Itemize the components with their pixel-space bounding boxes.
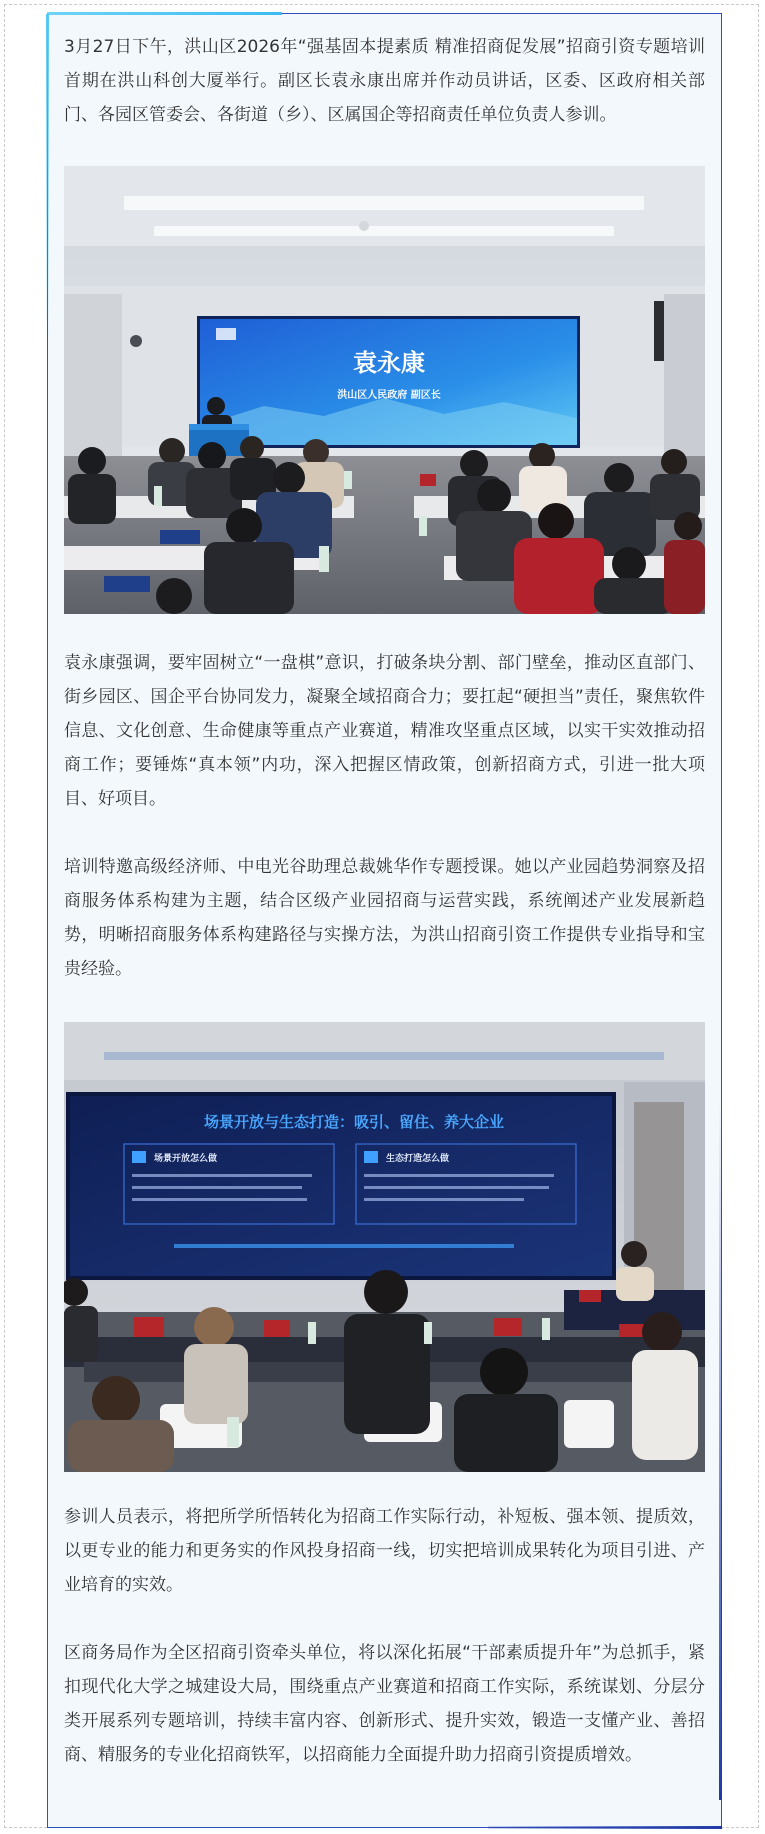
slide-box-left-title: 场景开放怎么做 [154, 1154, 218, 1164]
paragraph-intro: 3月27日下午，洪山区2026年“强基固本提素质 精准招商促发展”招商引资专题培训首期在洪山科创大厦举行。副区长袁永康出席并作动员讲话，区委、区政府相关部门、各园区管委会、各街道（乡）、区属国企等招商责任单位负责人参训。 [64, 37, 705, 125]
frame-accent-top [47, 12, 282, 15]
paragraph-feedback: 参训人员表示，将把所学所悟转化为招商工作实际行动，补短板、强本领、提质效，以更专业的能力和更务实的作风投身招商一线，切实把培训成果转化为项目引进、产业培育的实效。 [64, 1507, 705, 1595]
photo-lecture [64, 1022, 705, 1472]
paragraph-bureau: 区商务局作为全区招商引资牵头单位，将以深化拓展“干部素质提升年”为总抓手，紧扣现代化大学之城建设大局，围绕重点产业赛道和招商工作实际，系统谋划、分层分类开展系列专题培训，持续丰富内容、创新形式、提升实效，锻造一支懂产业、善招商、精服务的专业化招商铁军，以招商能力全面提升助力招商引资提质增效。 [64, 1643, 705, 1765]
paragraph-lecture: 培训特邀高级经济师、中电光谷助理总裁姚华作专题授课。她以产业园趋势洞察及招商服务体系构建为主题，结合区级产业园招商与运营实践，系统阐述产业发展新趋势，明晰招商服务体系构建路径与实操方法，为洪山招商引资工作提供专业指导和宝贵经验。 [64, 857, 705, 979]
slide-box-right-title: 生态打造怎么做 [386, 1154, 450, 1164]
frame-accent-right [719, 1100, 722, 1800]
screen-name-text: 袁永康 [353, 348, 425, 377]
frame-accent-left [46, 14, 49, 344]
photo-speaker [64, 166, 705, 614]
frame-accent-bottom [488, 1826, 722, 1829]
paragraph-emphasis: 袁永康强调，要牢固树立“一盘棋”意识，打破条块分割、部门壁垒，推动区直部门、街乡园区、国企平台协同发力，凝聚全域招商合力；要扛起“硬担当”责任，聚焦软件信息、文化创意、生命健康等重点产业赛道，精准攻坚重点区域，以实干实效推动招商工作；要锤炼“真本领”内功，深入把握区情政策，创新招商方式，引进一批大项目、好项目。 [64, 653, 705, 809]
screen-subtitle-text: 洪山区人民政府 副区长 [337, 390, 441, 401]
slide-title-text: 场景开放与生态打造：吸引、留住、养大企业 [203, 1113, 505, 1131]
